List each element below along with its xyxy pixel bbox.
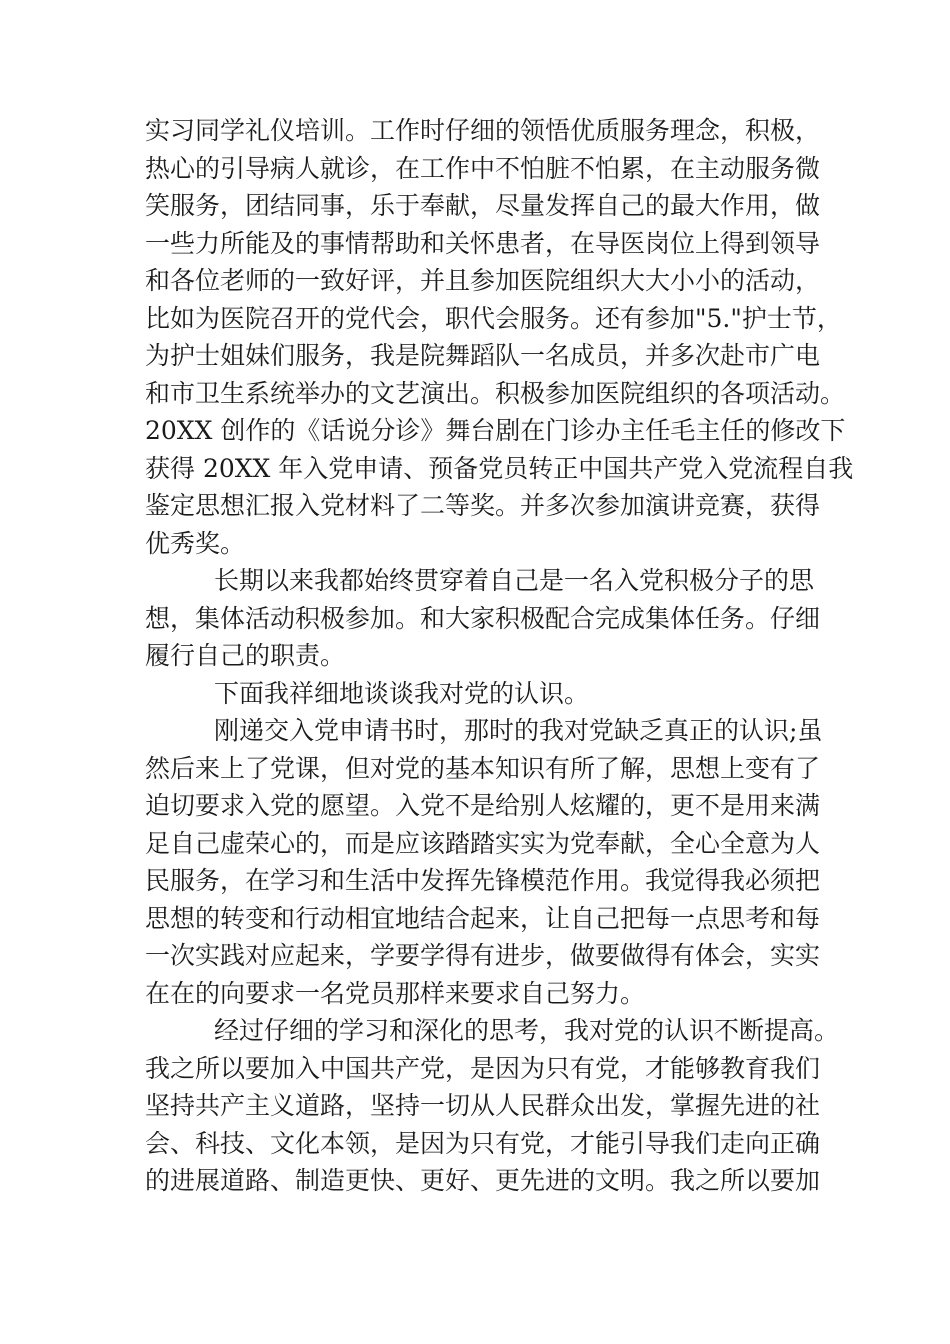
text-line: 迫切要求入党的愿望。入党不是给别人炫耀的，更不是用来满 bbox=[145, 791, 821, 820]
text-line: 鉴定思想汇报入党材料了二等奖。并多次参加演讲竞赛，获得 bbox=[145, 491, 821, 520]
text-line: 民服务，在学习和生活中发挥先锋模范作用。我觉得我必须把 bbox=[145, 866, 821, 895]
paragraph-first-line: 下面我祥细地谈谈我对党的认识。 bbox=[214, 678, 590, 708]
text-line: 笑服务，团结同事，乐于奉献，尽量发挥自己的最大作用，做 bbox=[145, 191, 821, 220]
text-line: 坚持共产主义道路，坚持一切从人民群众出发，掌握先进的社 bbox=[145, 1091, 821, 1120]
text-line: 履行自己的职责。 bbox=[145, 641, 346, 670]
paragraph-first-line: 经过仔细的学习和深化的思考，我对党的认识不断提高。 bbox=[214, 1016, 840, 1045]
paragraph-first-line: 长期以来我都始终贯穿着自己是一名入党积极分子的思 bbox=[214, 566, 815, 595]
text-line: 想，集体活动积极参加。和大家积极配合完成集体任务。仔细 bbox=[145, 603, 821, 633]
text-line: 我之所以要加入中国共产党，是因为只有党，才能够教育我们 bbox=[145, 1053, 821, 1083]
paragraph-first-line: 刚递交入党申请书时，那时的我对党缺乏真正的认识;虽 bbox=[214, 716, 823, 745]
text-line: 和各位老师的一致好评，并且参加医院组织大大小小的活动， bbox=[145, 266, 821, 295]
body-text bbox=[145, 112, 854, 1200]
text-line: 一次实践对应起来，学要学得有进步，做要做得有体会，实实 bbox=[145, 941, 821, 970]
text-line: 在在的向要求一名党员那样来要求自己努力。 bbox=[145, 978, 646, 1008]
text-line: 然后来上了党课，但对党的基本知识有所了解，思想上变有了 bbox=[145, 753, 821, 783]
text-line: 获得 20XX 年入党申请、预备党员转正中国共产党入党流程自我 bbox=[145, 453, 854, 483]
text-line: 优秀奖。 bbox=[145, 528, 246, 558]
text-line: 20XX 创作的《话说分诊》舞台剧在门诊办主任毛主任的修改下 bbox=[145, 416, 846, 445]
text-line: 会、科技、文化本领，是因为只有党，才能引导我们走向正确 bbox=[145, 1128, 821, 1158]
text-line: 思想的转变和行动相宜地结合起来，让自己把每一点思考和每 bbox=[145, 903, 821, 933]
text-line: 比如为医院召开的党代会，职代会服务。还有参加"5."护士节， bbox=[145, 303, 842, 333]
text-line: 一些力所能及的事情帮助和关怀患者，在导医岗位上得到领导 bbox=[145, 228, 821, 258]
text-line: 足自己虚荣心的，而是应该踏踏实实为党奉献，全心全意为人 bbox=[145, 828, 821, 858]
text-line: 热心的引导病人就诊，在工作中不怕脏不怕累，在主动服务微 bbox=[145, 153, 821, 183]
text-line: 为护士姐妹们服务，我是院舞蹈队一名成员，并多次赴市广电 bbox=[145, 341, 821, 370]
text-line: 和市卫生系统举办的文艺演出。积极参加医院组织的各项活动。 bbox=[145, 378, 846, 408]
text-line: 实习同学礼仪培训。工作时仔细的领悟优质服务理念，积极， bbox=[145, 116, 821, 145]
text-line: 的进展道路、制造更快、更好、更先进的文明。我之所以要加 bbox=[145, 1166, 821, 1195]
